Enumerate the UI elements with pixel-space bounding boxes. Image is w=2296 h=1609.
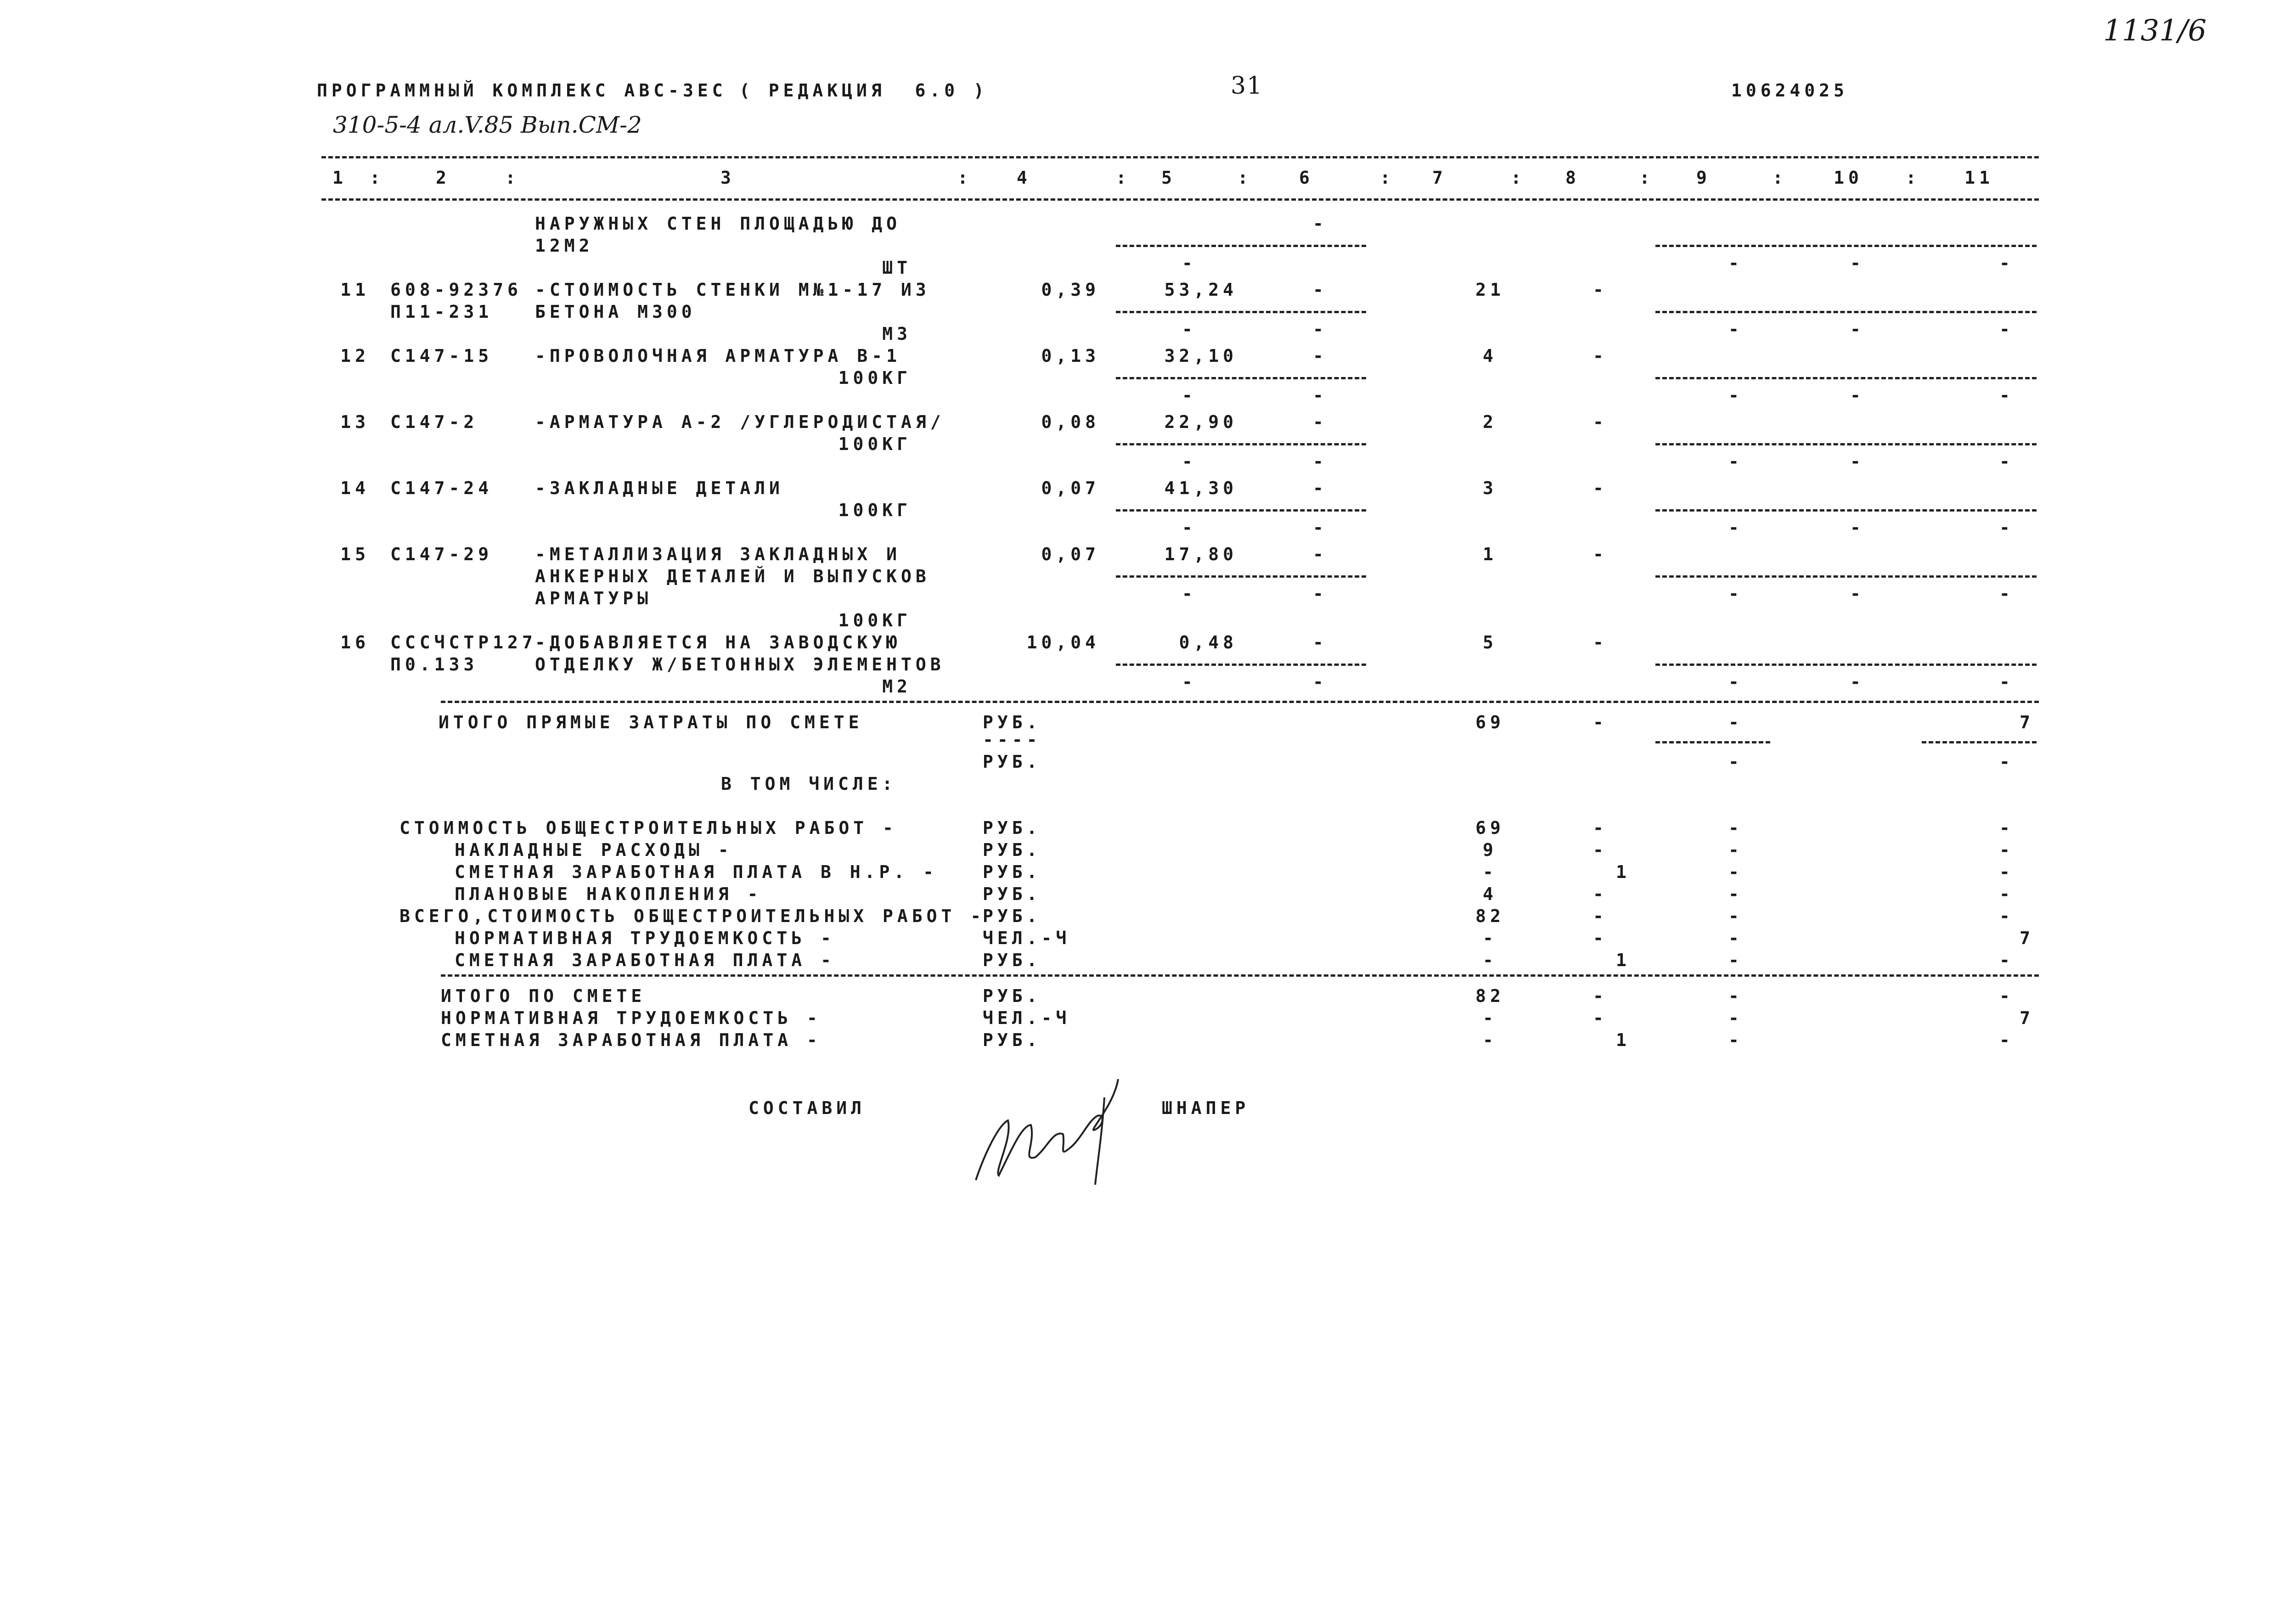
row-subrule-9-11 — [1655, 245, 2037, 247]
row-col11: - — [1999, 253, 2014, 273]
column-header-2: 2 — [436, 168, 450, 188]
including-heading: В ТОМ ЧИСЛЕ: — [721, 774, 897, 794]
row-col9: - — [1728, 672, 1743, 692]
row-col10: - — [1850, 319, 1865, 339]
row-subrule-5-6 — [1116, 575, 1366, 578]
summary-col8: - — [1593, 1008, 1608, 1028]
summary-col11: - — [1999, 986, 2014, 1006]
column-header-8: 8 — [1565, 168, 1580, 188]
summary-label: ВСЕГО,СТОИМОСТЬ ОБЩЕСТРОИТЕЛЬНЫХ РАБОТ - — [400, 906, 985, 926]
total-direct2-unit: РУБ. — [983, 752, 1041, 772]
header-rule-bottom — [321, 198, 2039, 201]
summary-col7: - — [1483, 862, 1497, 882]
row-unit: 100КГ — [838, 368, 912, 388]
row-col9: - — [1728, 518, 1743, 538]
final-rule — [441, 974, 2039, 977]
row-col5-lower: - — [1182, 672, 1197, 692]
row-col8: - — [1593, 346, 1608, 366]
column-header-5: 5 — [1161, 168, 1176, 188]
summary-col9: - — [1728, 928, 1743, 948]
compiled-label: СОСТАВИЛ — [748, 1098, 866, 1118]
row-subrule-9-11 — [1655, 377, 2037, 379]
summary-col7: 69 — [1475, 818, 1505, 838]
summary-col9: - — [1728, 1008, 1743, 1028]
summary-col8: - — [1593, 986, 1608, 1006]
column-separator: : — [1906, 168, 1920, 188]
row-col5-lower: - — [1182, 451, 1197, 472]
row-code: С147-24 — [390, 478, 493, 498]
row-col7: 5 — [1483, 632, 1497, 653]
row-unit: М3 — [882, 324, 912, 344]
summary-col11: - — [1999, 950, 2014, 970]
row-col6-lower: - — [1313, 451, 1328, 472]
summary-label: СМЕТНАЯ ЗАРАБОТНАЯ ПЛАТА - — [441, 1030, 822, 1050]
column-header-9: 9 — [1696, 168, 1711, 188]
row-col6: - — [1313, 632, 1328, 653]
row-subrule-5-6 — [1116, 664, 1366, 666]
row-description: -ПРОВОЛОЧНАЯ АРМАТУРА В-1 — [535, 346, 901, 366]
summary-col9: - — [1728, 986, 1743, 1006]
edition-label: ( РЕДАКЦИЯ 6.0 ) — [739, 80, 988, 101]
row-col11: - — [1999, 672, 2014, 692]
row-subrule-5-6 — [1116, 377, 1366, 379]
row-unit: 100КГ — [838, 434, 912, 454]
total-direct-label: ИТОГО ПРЯМЫЕ ЗАТРАТЫ ПО СМЕТЕ — [439, 712, 863, 732]
row-code: СССЧСТР127 — [390, 632, 537, 653]
summary-col8: - — [1593, 884, 1608, 904]
summary-unit: РУБ. — [983, 986, 1041, 1006]
row-col7: 3 — [1483, 478, 1497, 498]
row-col6-lower: - — [1313, 385, 1328, 405]
summary-col9: - — [1728, 950, 1743, 970]
total-direct-col9: - — [1728, 712, 1743, 732]
row-col5: 32,10 — [1164, 346, 1238, 366]
row-col10: - — [1850, 518, 1865, 538]
row-unit: М2 — [882, 676, 912, 697]
summary-col8: - — [1593, 906, 1608, 926]
column-separator: : — [1511, 168, 1525, 188]
row-code-secondary: П11-231 — [390, 302, 493, 322]
row-subrule-5-6 — [1116, 245, 1366, 247]
row-description: НАРУЖНЫХ СТЕН ПЛОЩАДЬЮ ДО — [535, 214, 901, 234]
row-code: С147-29 — [390, 544, 493, 564]
row-col8: - — [1593, 544, 1608, 564]
column-header-10: 10 — [1834, 168, 1863, 188]
row-col6: - — [1313, 214, 1328, 234]
row-subrule-5-6 — [1116, 509, 1366, 512]
row-col5: 41,30 — [1164, 478, 1238, 498]
summary-unit: РУБ. — [983, 862, 1041, 882]
summary-label: НОРМАТИВНАЯ ТРУДОЕМКОСТЬ - — [455, 928, 835, 948]
row-col6: - — [1313, 412, 1328, 432]
summary-unit: ЧЕЛ.-Ч — [983, 928, 1071, 948]
row-col9: - — [1728, 253, 1743, 273]
column-separator: : — [1238, 168, 1252, 188]
program-title: ПРОГРАММНЫЙ КОМПЛЕКС АВС-3ЕС — [317, 80, 727, 101]
row-code-secondary: П0.133 — [390, 654, 478, 675]
row-number: 14 — [340, 478, 370, 498]
total-direct2-col11: - — [1999, 752, 2014, 772]
summary-col9: - — [1728, 906, 1743, 926]
row-col4: 0,07 — [1041, 478, 1100, 498]
row-col10: - — [1850, 385, 1865, 405]
total-direct2-col9: - — [1728, 752, 1743, 772]
summary-col11: - — [1999, 906, 2014, 926]
row-number: 15 — [340, 544, 370, 564]
summary-unit: РУБ. — [983, 840, 1041, 860]
row-col11: - — [1999, 319, 2014, 339]
row-col4: 10,04 — [1026, 632, 1100, 653]
summary-col11: 7 — [2020, 928, 2034, 948]
summary-col8: - — [1593, 840, 1608, 860]
total-direct-col7: 69 — [1475, 712, 1505, 732]
column-separator: : — [1639, 168, 1654, 188]
row-col5-lower: - — [1182, 319, 1197, 339]
row-col8: - — [1593, 412, 1608, 432]
summary-col11: - — [1999, 884, 2014, 904]
summary-col11: - — [1999, 862, 2014, 882]
row-col10: - — [1850, 672, 1865, 692]
row-col8: - — [1593, 280, 1608, 300]
summary-unit: РУБ. — [983, 950, 1041, 970]
row-col11: - — [1999, 385, 2014, 405]
row-number: 12 — [340, 346, 370, 366]
row-col6: - — [1313, 346, 1328, 366]
summary-label: НАКЛАДНЫЕ РАСХОДЫ - — [455, 840, 733, 860]
row-col6: - — [1313, 478, 1328, 498]
row-col5-lower: - — [1182, 253, 1197, 273]
row-col9: - — [1728, 385, 1743, 405]
row-col7: 21 — [1475, 280, 1505, 300]
header-rule-top — [321, 156, 2039, 158]
total-direct-col8: - — [1593, 712, 1608, 732]
summary-col11: - — [1999, 840, 2014, 860]
row-code: С147-15 — [390, 346, 493, 366]
summary-col7: 82 — [1475, 986, 1505, 1006]
row-unit: ШТ — [882, 258, 912, 278]
total-direct-unit-dash: ---- — [983, 730, 1041, 750]
row-col6-lower: - — [1313, 319, 1328, 339]
column-header-11: 11 — [1964, 168, 1994, 188]
summary-col8: - — [1593, 818, 1608, 838]
row-col7: 4 — [1483, 346, 1497, 366]
row-col11: - — [1999, 584, 2014, 604]
summary-col9: - — [1728, 884, 1743, 904]
row-col8: - — [1593, 632, 1608, 653]
row-col8: - — [1593, 478, 1608, 498]
row-subrule-9-11 — [1655, 575, 2037, 578]
row-description: ОТДЕЛКУ Ж/БЕТОННЫХ ЭЛЕМЕНТОВ — [535, 654, 945, 675]
summary-col11: - — [1999, 1030, 2014, 1050]
handwritten-reference: 310-5-4 ал.V.85 Вып.СМ-2 — [333, 112, 642, 138]
row-col5-lower: - — [1182, 518, 1197, 538]
summary-unit: РУБ. — [983, 1030, 1041, 1050]
row-col9: - — [1728, 319, 1743, 339]
summary-label: НОРМАТИВНАЯ ТРУДОЕМКОСТЬ - — [441, 1008, 822, 1028]
total-subrule-9 — [1655, 741, 1770, 743]
summary-unit: РУБ. — [983, 906, 1041, 926]
total-subrule-11 — [1922, 741, 2037, 743]
row-col4: 0,08 — [1041, 412, 1100, 432]
row-col4: 0,07 — [1041, 544, 1100, 564]
row-col4: 0,13 — [1041, 346, 1100, 366]
row-description: -ЗАКЛАДНЫЕ ДЕТАЛИ — [535, 478, 784, 498]
corner-handwritten-note: 1131/6 — [2103, 14, 2207, 48]
column-separator: : — [370, 168, 384, 188]
summary-col9: - — [1728, 1030, 1743, 1050]
row-description: БЕТОНА М300 — [535, 302, 696, 322]
row-col6: - — [1313, 280, 1328, 300]
row-code: 608-92376 — [390, 280, 522, 300]
row-number: 13 — [340, 412, 370, 432]
page-number: 31 — [1231, 72, 1263, 100]
summary-col7: 4 — [1483, 884, 1497, 904]
summary-col8: 1 — [1616, 950, 1631, 970]
summary-label: ИТОГО ПО СМЕТЕ — [441, 986, 646, 1006]
column-header-7: 7 — [1432, 168, 1447, 188]
summary-col7: - — [1483, 928, 1497, 948]
summary-col8: 1 — [1616, 862, 1631, 882]
summary-unit: РУБ. — [983, 884, 1041, 904]
column-header-3: 3 — [720, 168, 735, 188]
row-unit: 100КГ — [838, 610, 912, 630]
row-description: -ДОБАВЛЯЕТСЯ НА ЗАВОДСКУЮ — [535, 632, 901, 653]
row-subrule-5-6 — [1116, 443, 1366, 445]
row-col11: - — [1999, 451, 2014, 472]
row-description: -АРМАТУРА А-2 /УГЛЕРОДИСТАЯ/ — [535, 412, 945, 432]
summary-col9: - — [1728, 840, 1743, 860]
row-col5: 0,48 — [1179, 632, 1238, 653]
row-col10: - — [1850, 451, 1865, 472]
column-separator: : — [1116, 168, 1131, 188]
summary-col8: - — [1593, 928, 1608, 948]
row-unit: 100КГ — [838, 500, 912, 520]
row-col7: 2 — [1483, 412, 1497, 432]
row-col5: 17,80 — [1164, 544, 1238, 564]
row-subrule-9-11 — [1655, 664, 2037, 666]
row-subrule-9-11 — [1655, 443, 2037, 445]
row-code: С147-2 — [390, 412, 478, 432]
row-col5: 53,24 — [1164, 280, 1238, 300]
summary-col11: - — [1999, 818, 2014, 838]
row-description: -МЕТАЛЛИЗАЦИЯ ЗАКЛАДНЫХ И — [535, 544, 901, 564]
row-col4: 0,39 — [1041, 280, 1100, 300]
row-description: 12М2 — [535, 236, 594, 256]
row-col6-lower: - — [1313, 518, 1328, 538]
summary-label: СМЕТНАЯ ЗАРАБОТНАЯ ПЛАТА В Н.Р. - — [455, 862, 938, 882]
column-header-1: 1 — [332, 168, 347, 188]
summary-col11: 7 — [2020, 1008, 2034, 1028]
column-header-6: 6 — [1299, 168, 1314, 188]
summary-col7: 9 — [1483, 840, 1497, 860]
column-separator: : — [957, 168, 972, 188]
row-col9: - — [1728, 451, 1743, 472]
compiler-name: ШНАПЕР — [1162, 1098, 1250, 1118]
summary-unit: РУБ. — [983, 818, 1041, 838]
row-description: АНКЕРНЫХ ДЕТАЛЕЙ И ВЫПУСКОВ — [535, 566, 930, 586]
row-col6: - — [1313, 544, 1328, 564]
row-col10: - — [1850, 253, 1865, 273]
summary-col9: - — [1728, 818, 1743, 838]
column-header-4: 4 — [1017, 168, 1031, 188]
summary-label: СТОИМОСТЬ ОБЩЕСТРОИТЕЛЬНЫХ РАБОТ - — [400, 818, 897, 838]
row-col7: 1 — [1483, 544, 1497, 564]
row-col6-lower: - — [1313, 584, 1328, 604]
summary-col8: 1 — [1616, 1030, 1631, 1050]
summary-col7: - — [1483, 950, 1497, 970]
summary-col7: - — [1483, 1030, 1497, 1050]
row-col11: - — [1999, 518, 2014, 538]
totals-rule — [441, 701, 2039, 703]
row-number: 11 — [340, 280, 370, 300]
summary-unit: ЧЕЛ.-Ч — [983, 1008, 1071, 1028]
row-col6-lower: - — [1313, 672, 1328, 692]
summary-col9: - — [1728, 862, 1743, 882]
total-direct-unit: РУБ. — [983, 712, 1041, 732]
summary-label: СМЕТНАЯ ЗАРАБОТНАЯ ПЛАТА - — [455, 950, 835, 970]
row-subrule-9-11 — [1655, 311, 2037, 313]
row-description: АРМАТУРЫ — [535, 588, 653, 608]
summary-label: ПЛАНОВЫЕ НАКОПЛЕНИЯ - — [455, 884, 762, 904]
row-description: -СТОИМОСТЬ СТЕНКИ М№1-17 ИЗ — [535, 280, 930, 300]
row-subrule-5-6 — [1116, 311, 1366, 313]
row-col5-lower: - — [1182, 385, 1197, 405]
summary-col7: 82 — [1475, 906, 1505, 926]
row-col5-lower: - — [1182, 584, 1197, 604]
row-subrule-9-11 — [1655, 509, 2037, 512]
row-col9: - — [1728, 584, 1743, 604]
row-col10: - — [1850, 584, 1865, 604]
row-col5: 22,90 — [1164, 412, 1238, 432]
column-separator: : — [505, 168, 520, 188]
total-direct-col11: 7 — [2020, 712, 2034, 732]
summary-col7: - — [1483, 1008, 1497, 1028]
signature-image — [967, 1070, 1132, 1189]
column-separator: : — [1773, 168, 1787, 188]
document-code: 10624025 — [1731, 80, 1849, 101]
row-number: 16 — [340, 632, 370, 653]
column-separator: : — [1380, 168, 1395, 188]
